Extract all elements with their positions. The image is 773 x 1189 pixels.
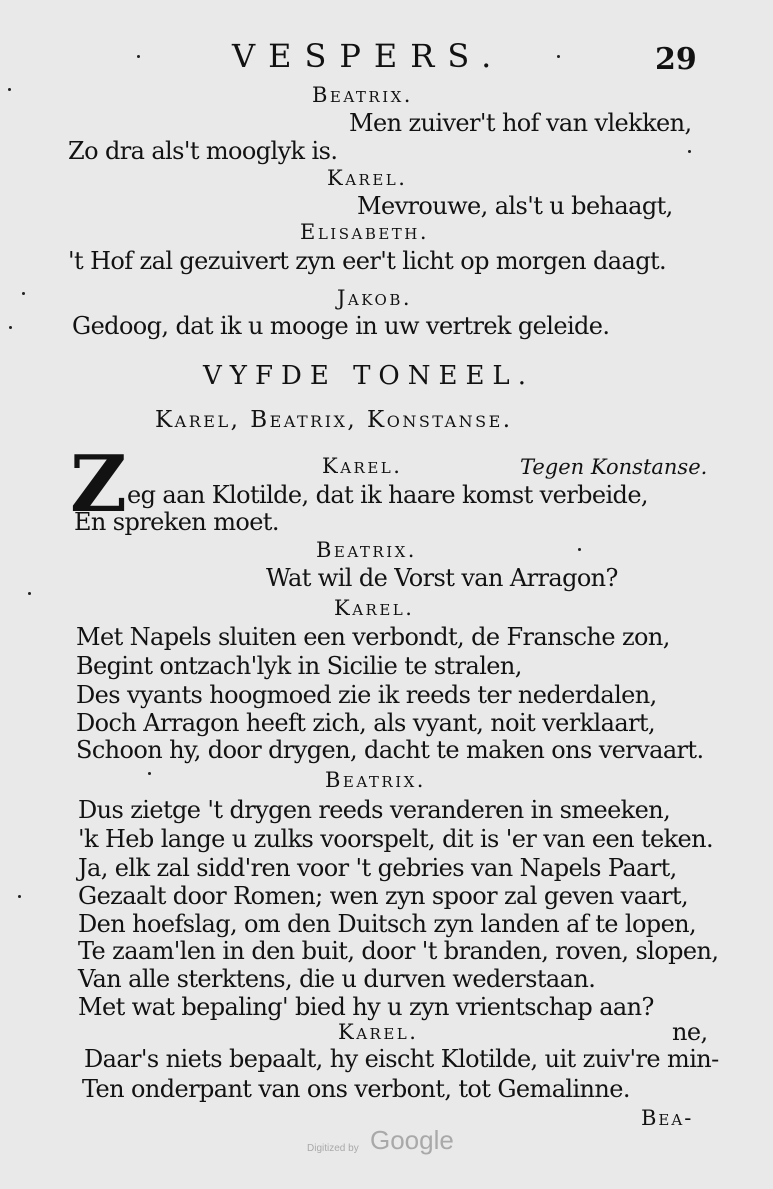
verse-line: Ten onderpant van ons verbont, tot Gemalinne. xyxy=(82,1075,630,1103)
scan-speck xyxy=(578,548,581,551)
verse-line: Mevrouwe, als't u behaagt, xyxy=(357,192,673,220)
verse-line: Te zaam'len in den buit, door 't branden, roven, slopen, xyxy=(78,937,719,965)
verse-line: Met wat bepaling' bied hy u zyn vrientschap aan? xyxy=(78,993,654,1021)
running-title: VESPERS. xyxy=(232,37,505,75)
verse-line: Wat wil de Vorst van Arragon? xyxy=(266,564,618,592)
scan-speck xyxy=(18,895,21,898)
verse-line: Doch Arragon heeft zich, als vyant, noit verklaart, xyxy=(76,709,655,737)
scan-speck xyxy=(557,55,560,58)
watermark-logo: Google xyxy=(370,1125,454,1155)
verse-line: En spreken moet. xyxy=(74,508,279,536)
verse-line: Daar's niets bepaalt, hy eischt Klotilde, uit zuiv're min- xyxy=(84,1045,719,1073)
verse-line: 'k Heb lange u zulks voorspelt, dit is 'er van een teken. xyxy=(78,825,714,853)
drop-cap: Z xyxy=(70,439,127,530)
speaker-name: Beatrix. xyxy=(316,538,417,562)
verse-line: Met Napels sluiten een verbondt, de Fransche zon, xyxy=(76,623,670,651)
verse-line: Men zuiver't hof van vlekken, xyxy=(349,109,692,137)
page-number: 29 xyxy=(655,42,697,77)
verse-line: Zo dra als't mooglyk is. xyxy=(68,137,338,165)
scan-speck xyxy=(22,292,25,295)
speaker-name: Karel. xyxy=(327,166,408,190)
verse-line: Den hoefslag, om den Duitsch zyn landen af te lopen, xyxy=(78,910,697,938)
verse-line: Van alle sterktens, die u durven wederstaan. xyxy=(78,965,596,993)
scene-heading: VYFDE TONEEL. xyxy=(203,361,534,391)
speaker-name: Jakob. xyxy=(337,286,413,310)
verse-line: Des vyants hoogmoed zie ik reeds ter nederdalen, xyxy=(76,681,657,709)
scan-speck xyxy=(148,772,151,775)
speaker-name: Elisabeth. xyxy=(300,220,430,244)
verse-line: Gedoog, dat ik u mooge in uw vertrek geleide. xyxy=(72,312,610,340)
verse-line: Dus zietge 't drygen reeds veranderen in smeeken, xyxy=(78,796,671,824)
speaker-name: Beatrix. xyxy=(325,768,426,792)
catchword: Bea- xyxy=(641,1106,694,1130)
verse-line: Gezaalt door Romen; wen zyn spoor zal geven vaart, xyxy=(78,882,688,910)
speaker-name: Karel. xyxy=(338,1020,419,1044)
scan-speck xyxy=(688,150,691,153)
speaker-name: Karel. xyxy=(322,454,403,478)
scan-speck xyxy=(8,88,11,91)
stage-direction: Tegen Konstanse. xyxy=(520,455,708,479)
scene-cast: Karel, Beatrix, Konstanse. xyxy=(155,407,513,433)
scan-speck xyxy=(28,592,31,595)
verse-line: Begint ontzach'lyk in Sicilie te stralen, xyxy=(76,652,522,680)
turnover-word: ne, xyxy=(672,1018,708,1046)
verse-line: Schoon hy, door drygen, dacht te maken ons vervaart. xyxy=(76,736,704,764)
speaker-name: Karel. xyxy=(334,596,415,620)
verse-line: eg aan Klotilde, dat ik haare komst verbeide, xyxy=(127,481,648,509)
watermark-prefix: Digitized by xyxy=(307,1143,359,1154)
verse-line: Ja, elk zal sidd'ren voor 't gebries van Napels Paart, xyxy=(78,854,677,882)
speaker-name: Beatrix. xyxy=(312,83,413,107)
scan-speck xyxy=(9,326,12,329)
verse-line: 't Hof zal gezuivert zyn eer't licht op morgen daagt. xyxy=(68,247,667,275)
scan-speck xyxy=(137,55,140,58)
